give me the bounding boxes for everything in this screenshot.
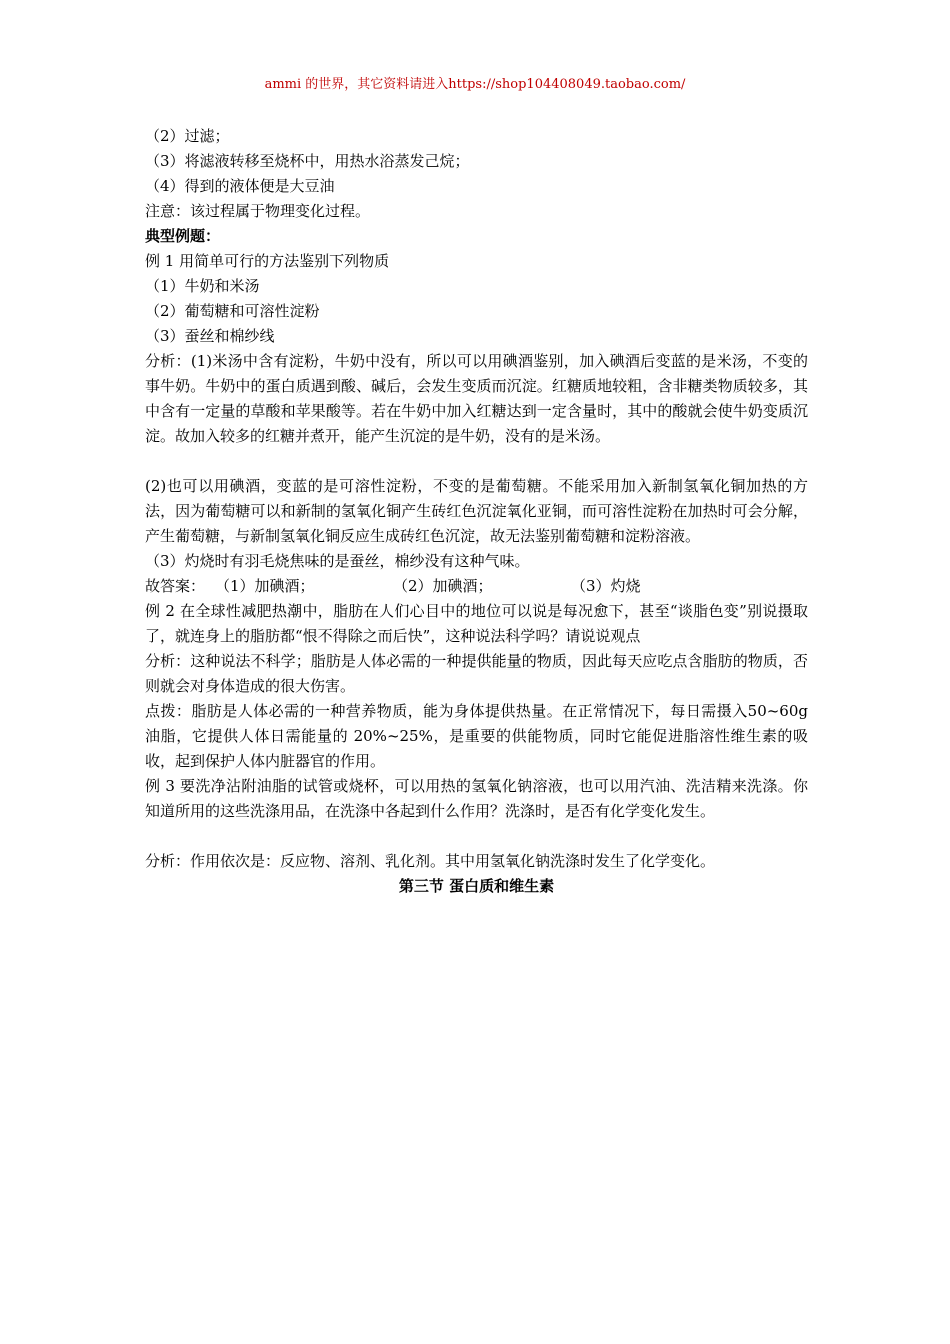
example-3-title: 例 3 要洗净沾附油脂的试管或烧杯，可以用热的氢氧化钠溶液，也可以用汽油、洗洁精来洗涤。你知道所用的这些洗涤用品，在洗涤中各起到什么作用？洗涤时，是否有化学变化发生。 xyxy=(145,777,808,820)
answer-1: （1）加碘酒； xyxy=(215,577,315,595)
example-1-item-2: （2）葡萄糖和可溶性淀粉 xyxy=(145,302,320,320)
example-1-item-1: （1）牛奶和米汤 xyxy=(145,277,260,295)
step-4-text: （4）得到的液体便是大豆油 xyxy=(145,177,335,195)
example-1-title: 例 1 用简单可行的方法鉴别下列物质 xyxy=(145,252,390,270)
step-3-text: （3）将滤液转移至烧杯中，用热水浴蒸发己烷； xyxy=(145,152,470,170)
example-1-item-3: （3）蚕丝和棉纱线 xyxy=(145,327,275,345)
step-2-text: （2）过滤； xyxy=(145,127,230,145)
example-2-title: 例 2 在全球性减肥热潮中，脂肪在人们心目中的地位可以说是每况愈下，甚至“谈脂色变”别说摄取了，就连身上的脂肪都“恨不得除之而后快”，这种说法科学吗？请说说观点 xyxy=(145,602,808,645)
page-header-link[interactable]: ammi 的世界，其它资料请进入https://shop104408049.taobao.com/ xyxy=(264,77,686,92)
answer-3: （3）灼烧 xyxy=(571,577,641,595)
blank-line xyxy=(145,449,808,474)
examples-heading: 典型例题： xyxy=(145,227,221,245)
example-3-analysis: 分析：作用依次是：反应物、溶剂、乳化剂。其中用氢氧化钠洗涤时发生了化学变化。 xyxy=(145,852,716,870)
answer-2: （2）加碘酒； xyxy=(393,577,493,595)
example-1-analysis-1: 分析：(1)米汤中含有淀粉，牛奶中没有，所以可以用碘酒鉴别，加入碘酒后变蓝的是米汤，不变的事牛奶。牛奶中的蛋白质遇到酸、碱后，会发生变质而沉淀。红糖质地较粗，含非糖类物质较多，其中含有一定量的草酸和苹果酸等。若在牛奶中加入红糖达到一定含量时，其中的酸就会使牛奶变质沉淀。故加入较多的红糖并煮开，能产生沉淀的是牛奶，没有的是米汤。 xyxy=(145,352,808,445)
example-1-analysis-3: （3）灼烧时有羽毛烧焦味的是蚕丝，棉纱没有这种气味。 xyxy=(145,552,530,570)
answer-label: 故答案： xyxy=(145,577,206,595)
example-2-analysis: 分析：这种说法不科学；脂肪是人体必需的一种提供能量的物质，因此每天应吃点含脂肪的物质，否则就会对身体造成的很大伤害。 xyxy=(145,652,808,695)
document-body xyxy=(145,124,808,899)
example-1-analysis-2: (2)也可以用碘酒，变蓝的是可溶性淀粉，不变的是葡萄糖。不能采用加入新制氢氧化铜加热的方法，因为葡萄糖可以和新制的氢氧化铜产生砖红色沉淀氧化亚铜，而可溶性淀粉在加热时可会分解，产生葡萄糖，与新制氢氧化铜反应生成砖红色沉淀，故无法鉴别葡萄糖和淀粉溶液。 xyxy=(145,477,808,545)
blank-line xyxy=(145,824,808,849)
note-text: 注意：该过程属于物理变化过程。 xyxy=(145,202,371,220)
section-title: 第三节 蛋白质和维生素 xyxy=(398,877,555,895)
example-1-answer xyxy=(145,574,808,599)
example-2-tip: 点拨：脂肪是人体必需的一种营养物质，能为身体提供热量。在正常情况下，每日需摄入50~60g 油脂，它提供人体日需能量的 20%~25%，是重要的供能物质，同时它能促进脂溶性维生素的吸收，起到保护人体内脏器官的作用。 xyxy=(145,702,808,770)
